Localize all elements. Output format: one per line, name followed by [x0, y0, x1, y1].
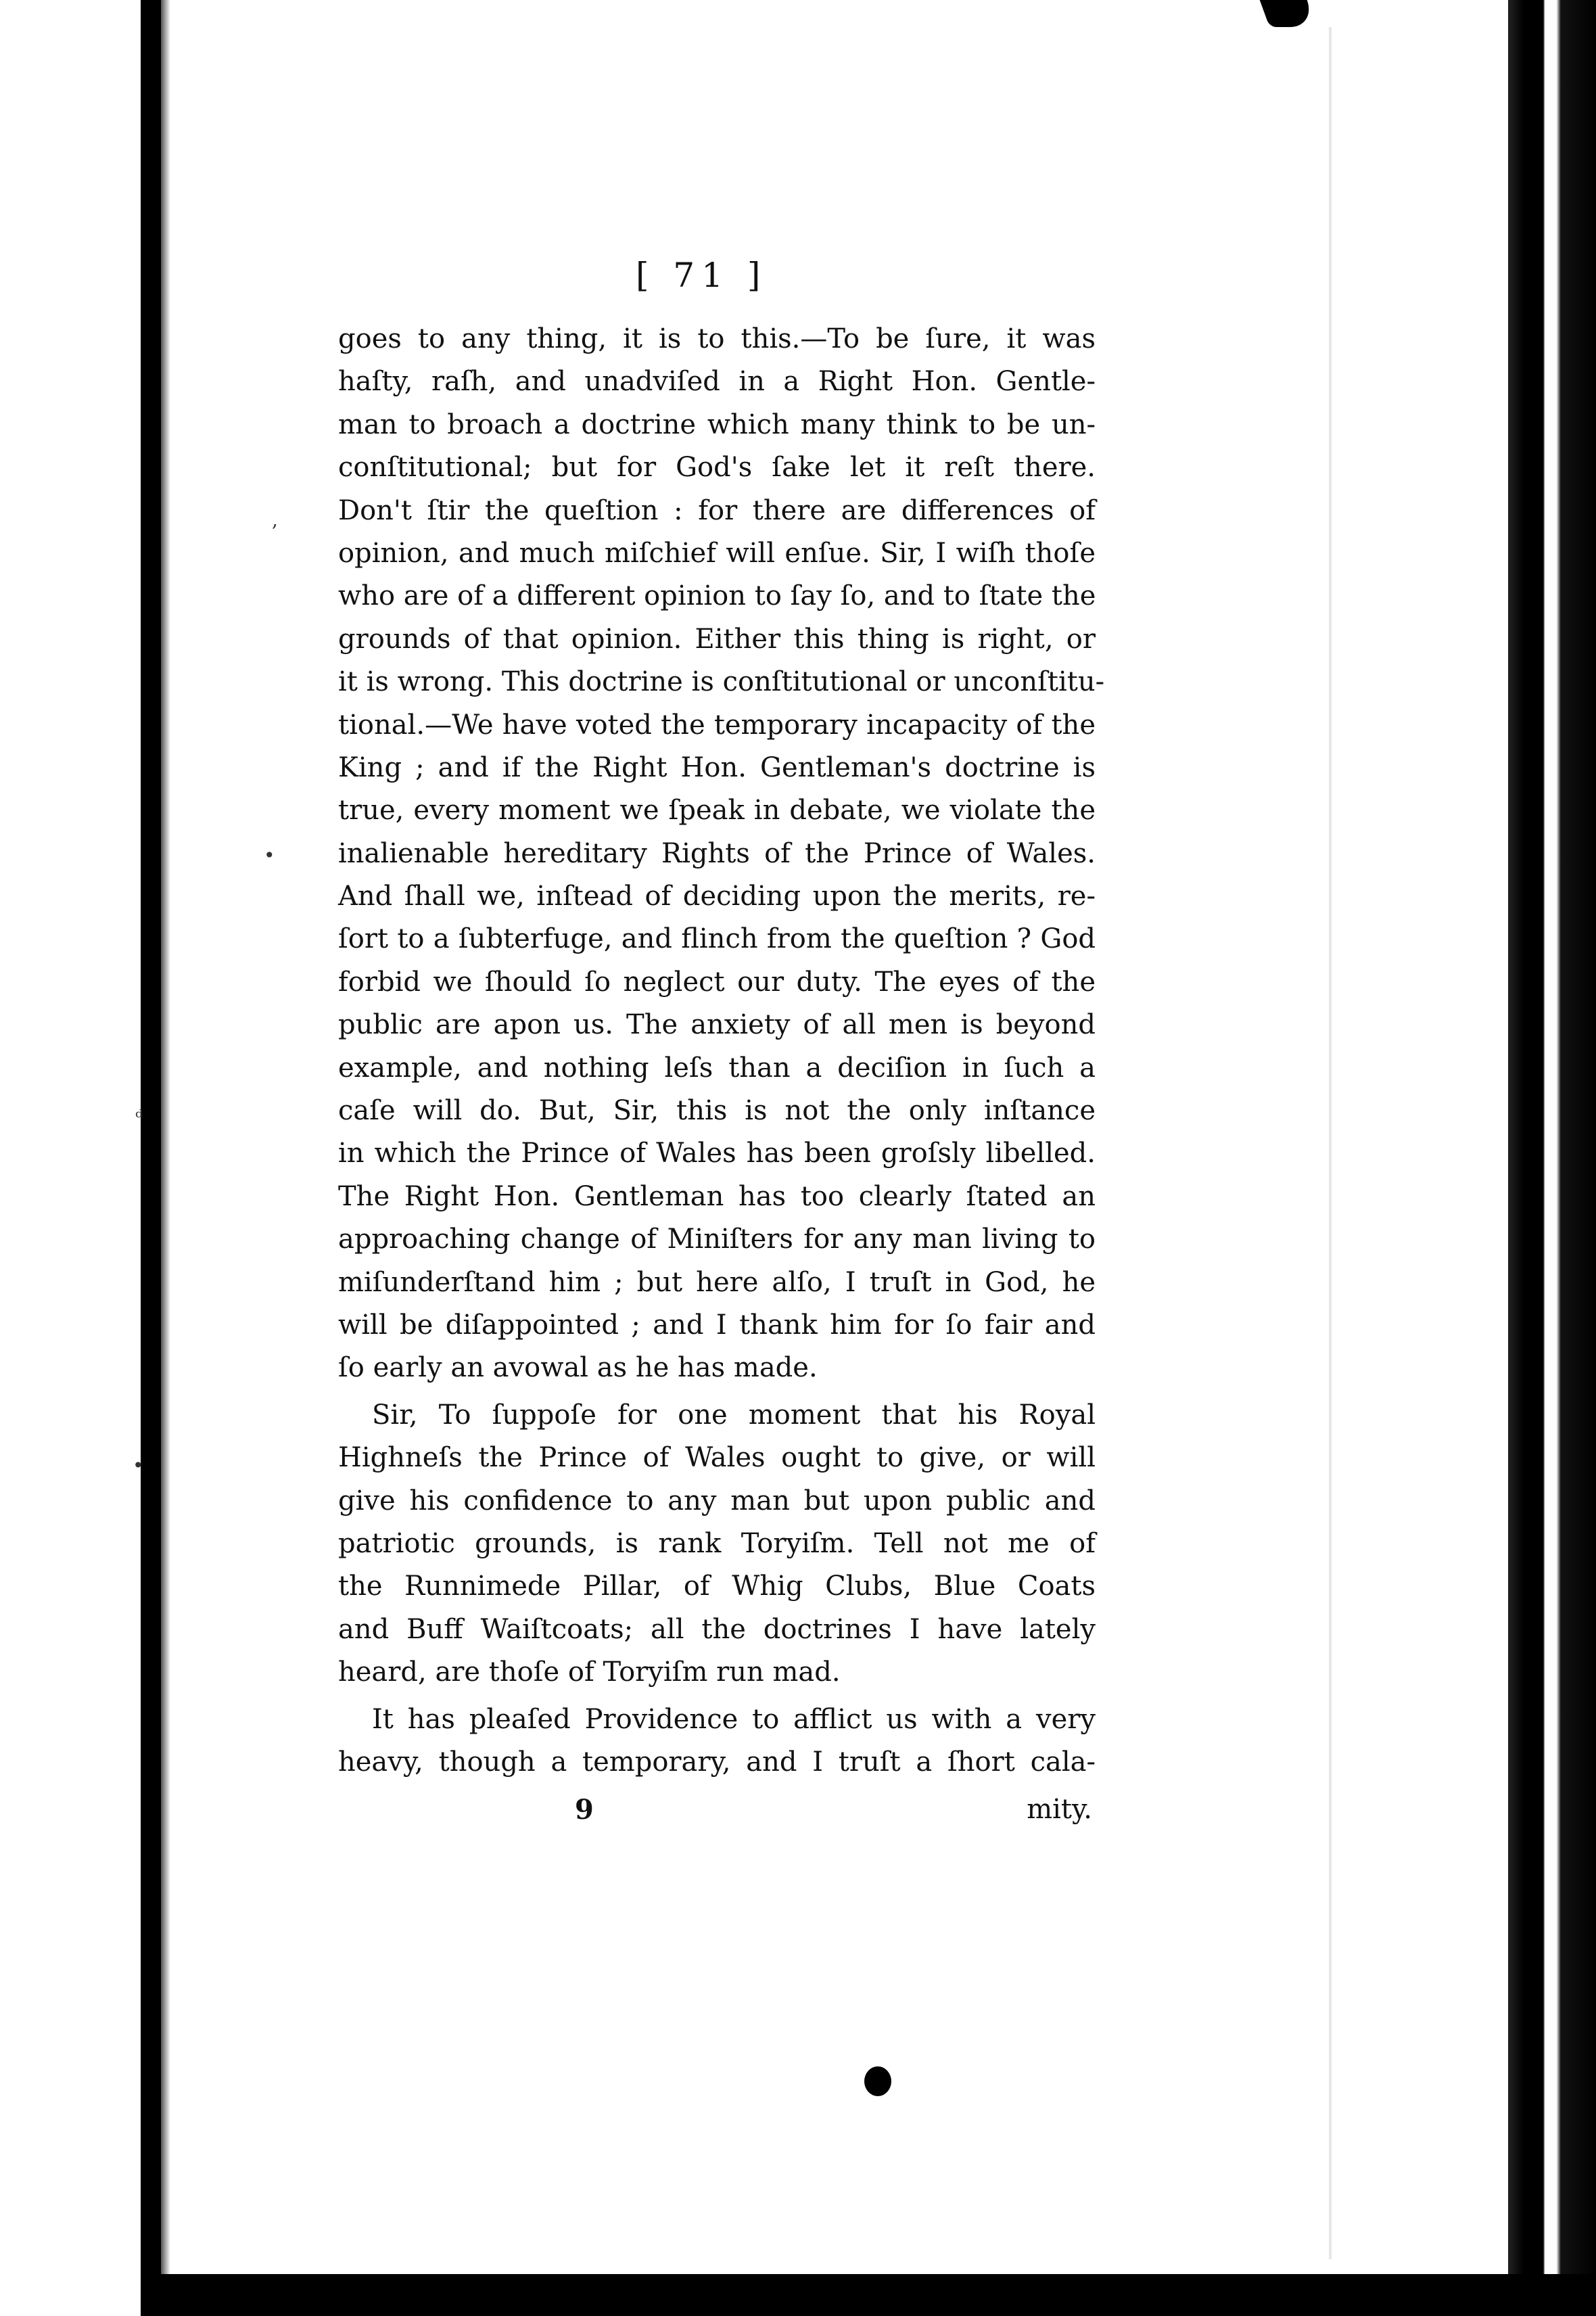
torn-corner	[1260, 0, 1317, 27]
catchword: mity.	[1027, 1794, 1092, 1825]
facing-page-edge	[0, 0, 143, 2316]
gutter-shadow	[161, 0, 170, 2316]
margin-speck: ᵈ	[135, 1106, 143, 1128]
text-line: it is wrong. This doctrine is conſtitutional or unconſtitu-	[338, 666, 1105, 698]
text-line: who are of a different opinion to ſay ſo, and to ſtate the	[338, 580, 1096, 612]
text-line: man to broach a doctrine which many think to be un-	[338, 409, 1096, 440]
text-line: Highneſs the Prince of Wales ought to give, or will	[338, 1442, 1096, 1474]
text-line: inalienable hereditary Rights of the Prince of Wales.	[338, 837, 1096, 869]
scan-bottom-border	[161, 2274, 1596, 2316]
text-line: patriotic grounds, is rank Toryiſm. Tell not me of	[338, 1527, 1096, 1559]
page-right-edge	[1508, 0, 1596, 2316]
text-line: conſtitutional; but for God's ſake let it reſt there.	[338, 452, 1096, 484]
text-line: give his confidence to any man but upon public and	[338, 1485, 1096, 1516]
text-line: tional.—We have voted the temporary incapacity of the	[338, 709, 1096, 741]
text-line: miſunderſtand him ; but here alſo, I truſt in God, he	[338, 1266, 1096, 1298]
text-line: true, every moment we ſpeak in debate, we violate the	[338, 795, 1096, 827]
binding-gutter	[141, 0, 161, 2316]
text-line: And ſhall we, inſtead of deciding upon the merits, re-	[338, 881, 1096, 912]
text-line: grounds of that opinion. Either this thing is right, or	[338, 623, 1096, 655]
ink-blot	[864, 2066, 891, 2096]
page-number-header: [ 71 ]	[636, 256, 768, 295]
text-line: It has pleaſed Providence to afflict us with a very	[372, 1703, 1096, 1735]
text-line: King ; and if the Right Hon. Gentleman's doctrine is	[338, 751, 1096, 783]
text-line: in which the Prince of Wales has been groſsly libelled.	[338, 1138, 1096, 1169]
body-text	[338, 318, 1105, 1784]
text-line: public are apon us. The anxiety of all men is beyond	[338, 1009, 1096, 1041]
margin-speck: ,	[272, 509, 278, 531]
text-line: forbid we ſhould ſo neglect our duty. The eyes of the	[338, 966, 1096, 998]
text-line: ſort to a ſubterfuge, and flinch from the queſtion ? God	[338, 923, 1096, 955]
text-line: will be diſappointed ; and I thank him for ſo fair and	[338, 1309, 1096, 1341]
text-line: Don't ſtir the queſtion : for there are differences of	[338, 494, 1096, 526]
text-line: heard, are thoſe of Toryiſm run mad.	[338, 1657, 841, 1688]
signature-mark: 9	[575, 1794, 594, 1826]
text-line: the Runnimede Pillar, of Whig Clubs, Blue Coats	[338, 1571, 1096, 1602]
text-line: haſty, raſh, and unadviſed in a Right Hon. Gentle-	[338, 366, 1096, 398]
text-line: Sir, To ſuppoſe for one moment that his Royal	[372, 1399, 1096, 1431]
text-line: goes to any thing, it is to this.—To be ſure, it was	[338, 323, 1096, 354]
margin-speck: •	[264, 844, 275, 866]
text-line: approaching change of Miniſters for any man living to	[338, 1224, 1096, 1255]
text-line: example, and nothing leſs than a deciſion in ſuch a	[338, 1052, 1096, 1084]
text-line: heavy, though a temporary, and I truſt a ſhort cala-	[338, 1746, 1096, 1778]
text-line: caſe will do. But, Sir, this is not the only inſtance	[338, 1095, 1096, 1127]
margin-speck: •	[133, 1454, 144, 1477]
text-line: and Buff Waiſtcoats; all the doctrines I have lately	[338, 1613, 1096, 1645]
text-line: The Right Hon. Gentleman has too clearly ſtated an	[338, 1180, 1096, 1212]
text-line: ſo early an avowal as he has made.	[338, 1352, 818, 1384]
page-fold-line	[1329, 27, 1332, 2259]
text-line: opinion, and much miſchief will enſue. Sir, I wiſh thoſe	[338, 537, 1096, 569]
